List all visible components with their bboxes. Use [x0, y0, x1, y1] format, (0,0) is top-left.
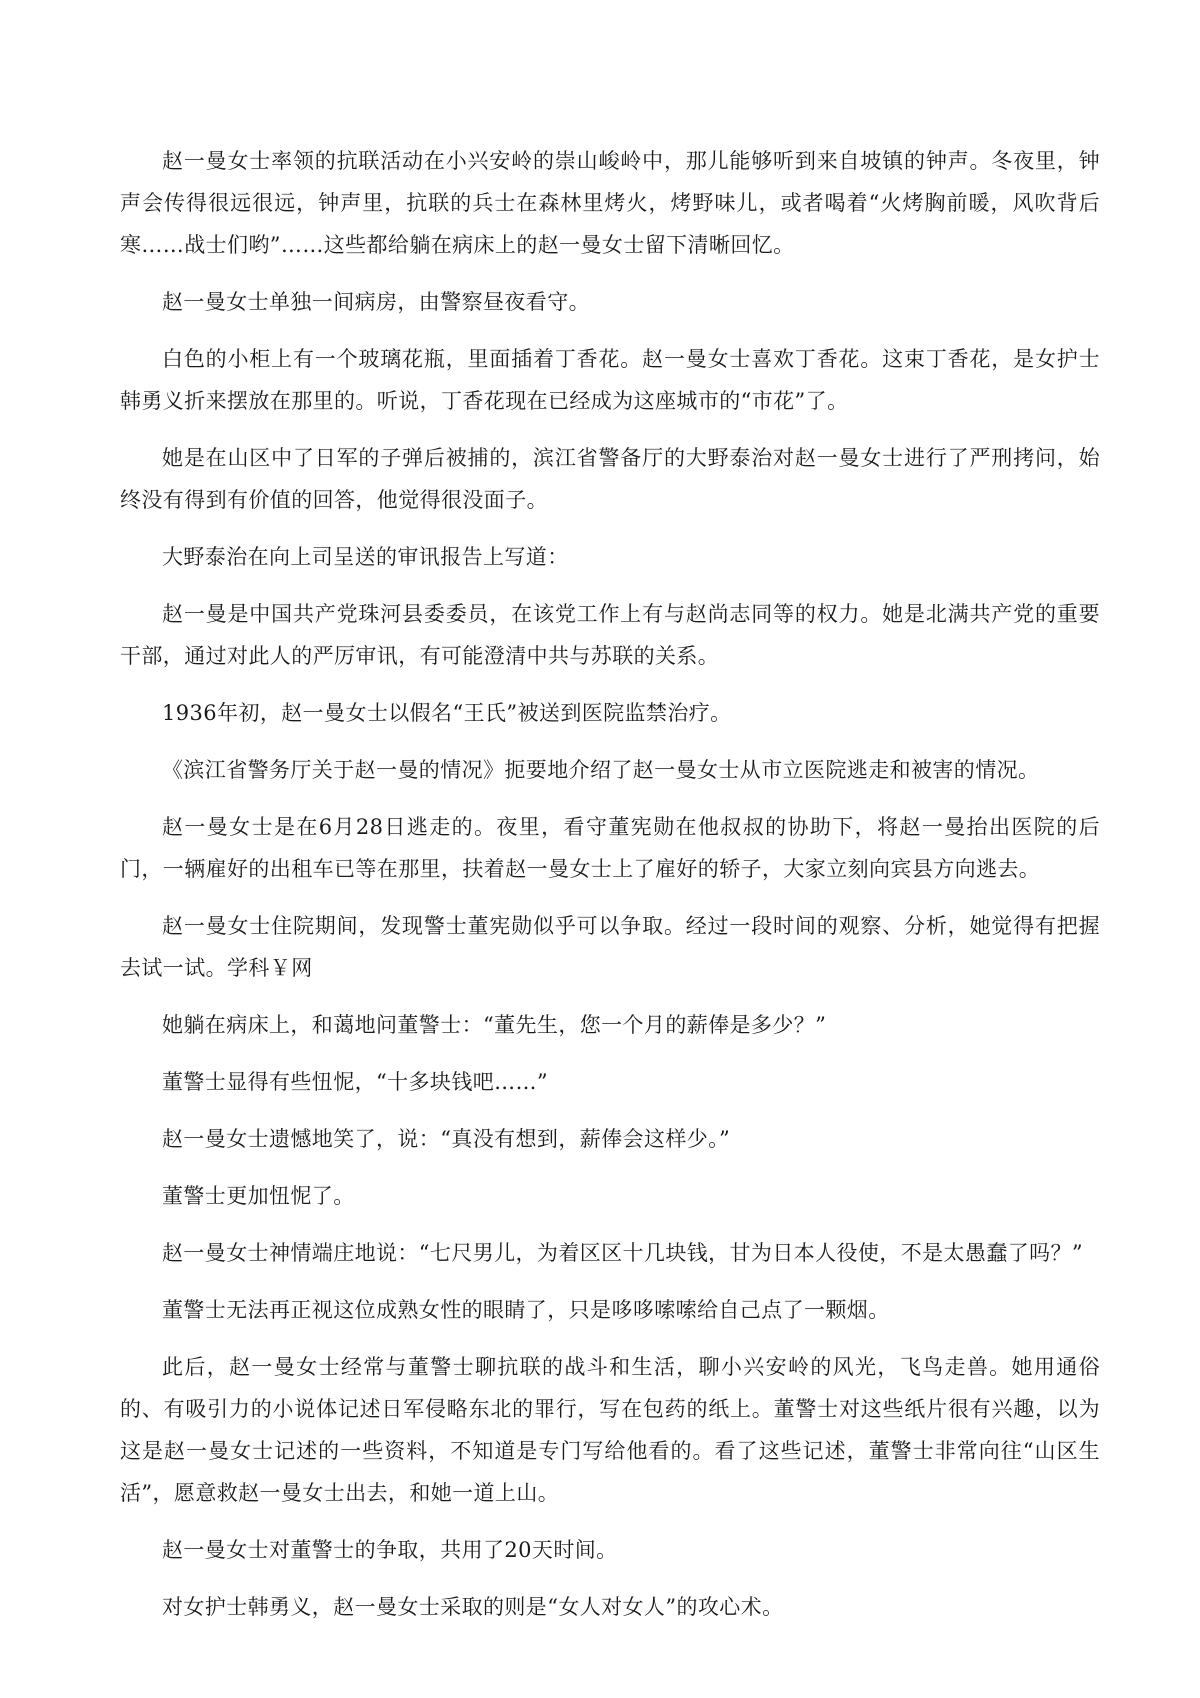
paragraph-12: 董警士显得有些忸怩，“十多块钱吧……”: [162, 1070, 549, 1094]
paragraph-4: 她是在山区中了日军的子弹后被捕的，滨江省警备厅的大野泰治对赵一曼女士进行了严刑拷问，始终没有得到有价值的回答，他觉得很没面子。: [120, 446, 1100, 512]
document-body: [120, 140, 1100, 1643]
paragraph-17: 此后，赵一曼女士经常与董警士聊抗联的战斗和生活，聊小兴安岭的风光，飞鸟走兽。她用通俗的、有吸引力的小说体记述日军侵略东北的罪行，写在包药的纸上。董警士对这些纸片很有兴趣，以为这是赵一曼女士记述的一些资料，不知道是专门写给他看的。看了这些记述，董警士非常向往“山区生活”，愿意救赵一曼女士出去，和她一道上山。: [120, 1355, 1100, 1505]
paragraph-7: 1936年初，赵一曼女士以假名“王氏”被送到医院监禁治疗。: [162, 701, 732, 725]
paragraph-2: 赵一曼女士单独一间病房，由警察昼夜看守。: [162, 290, 590, 314]
paragraph-19: 对女护士韩勇义，赵一曼女士采取的则是“女人对女人”的攻心术。: [162, 1595, 784, 1619]
paragraph-5: 大野泰治在向上司呈送的审讯报告上写道：: [162, 545, 569, 569]
paragraph-8: 《滨江省警务厅关于赵一曼的情况》扼要地介绍了赵一曼女士从市立医院逃走和被害的情况。: [162, 758, 1040, 782]
paragraph-9: 赵一曼女士是在6月28日逃走的。夜里，看守董宪勋在他叔叔的协助下，将赵一曼抬出医院的后门，一辆雇好的出租车已等在那里，扶着赵一曼女士上了雇好的轿子，大家立刻向宾县方向逃去。: [120, 815, 1100, 881]
paragraph-15: 赵一曼女士神情端庄地说：“七尺男儿，为着区区十几块钱，甘为日本人役使，不是太愚蠢了吗？”: [162, 1241, 1084, 1265]
paragraph-14: 董警士更加忸怩了。: [162, 1184, 355, 1208]
paragraph-1: 赵一曼女士率领的抗联活动在小兴安岭的崇山峻岭中，那儿能够听到来自坡镇的钟声。冬夜里，钟声会传得很远很远，钟声里，抗联的兵士在森林里烤火，烤野味儿，或者喝着“火烤胸前暖，风吹背后寒……战士们哟”……这些都给躺在病床上的赵一曼女士留下清晰回忆。: [120, 149, 1100, 257]
paragraph-10: 赵一曼女士住院期间，发现警士董宪勋似乎可以争取。经过一段时间的观察、分析，她觉得有把握去试一试。学科￥网: [120, 914, 1100, 980]
paragraph-13: 赵一曼女士遗憾地笑了，说：“真没有想到，薪俸会这样少。”: [162, 1127, 731, 1151]
paragraph-6: 赵一曼是中国共产党珠河县委委员，在该党工作上有与赵尚志同等的权力。她是北满共产党的重要干部，通过对此人的严厉审讯，有可能澄清中共与苏联的关系。: [120, 602, 1100, 668]
paragraph-16: 董警士无法再正视这位成熟女性的眼睛了，只是哆哆嗦嗦给自己点了一颗烟。: [162, 1298, 890, 1322]
paragraph-11: 她躺在病床上，和蔼地问董警士：“董先生，您一个月的薪俸是多少？”: [162, 1013, 827, 1037]
paragraph-3: 白色的小柜上有一个玻璃花瓶，里面插着丁香花。赵一曼女士喜欢丁香花。这束丁香花，是女护士韩勇义折来摆放在那里的。听说，丁香花现在已经成为这座城市的“市花”了。: [120, 347, 1100, 413]
paragraph-18: 赵一曼女士对董警士的争取，共用了20天时间。: [162, 1538, 618, 1562]
